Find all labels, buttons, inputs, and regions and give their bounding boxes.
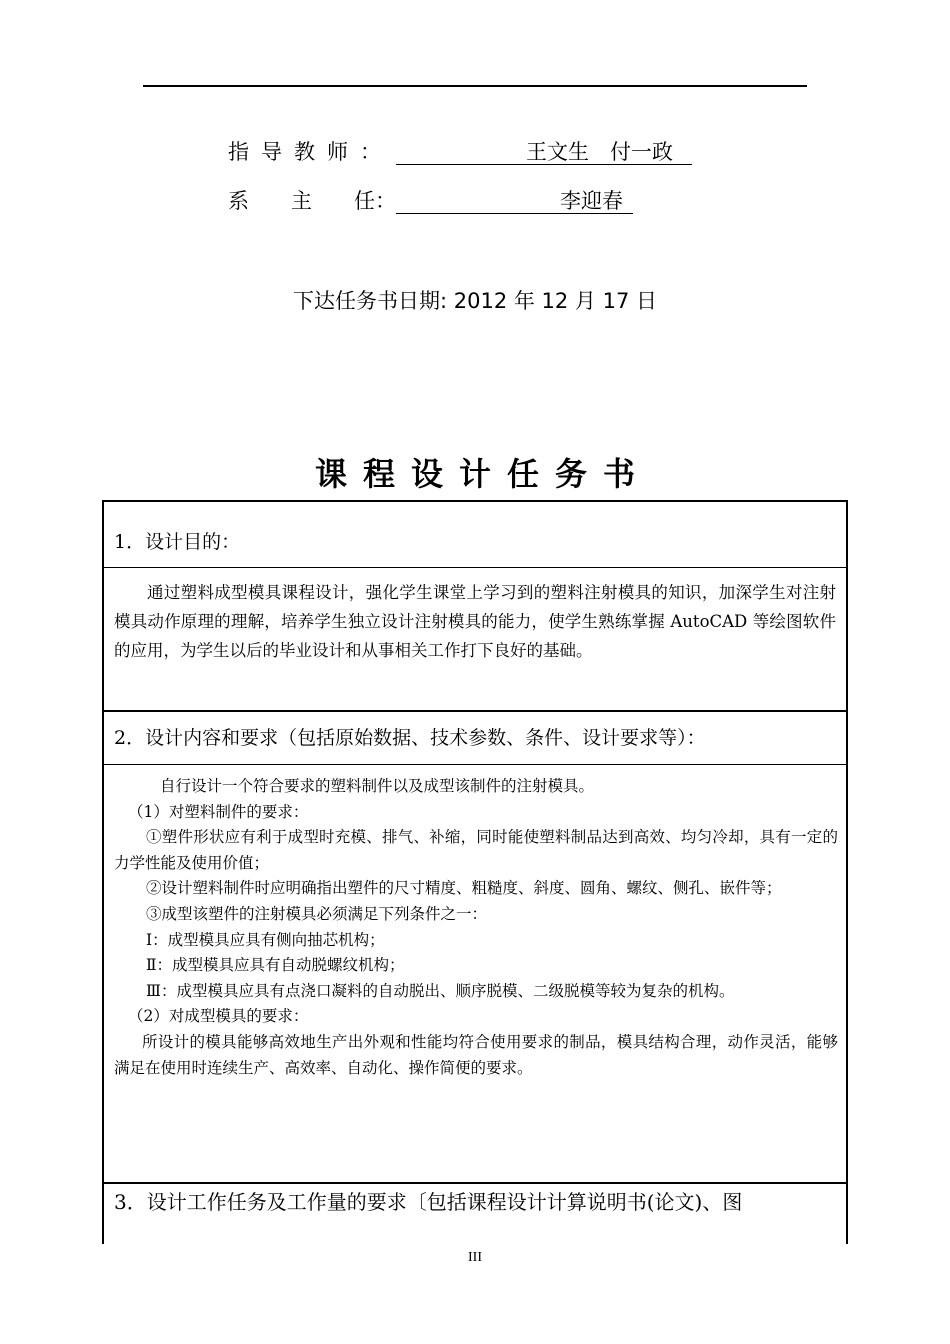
divider bbox=[104, 567, 846, 568]
section-2-line: Ⅰ：成型模具应具有侧向抽芯机构； bbox=[146, 930, 385, 949]
section-2-line: （1）对塑料制件的要求： bbox=[128, 802, 309, 821]
section-2-body bbox=[104, 774, 846, 1081]
section-2-line: 自行设计一个符合要求的塑料制件以及成型该制件的注射模具。 bbox=[160, 777, 595, 795]
section-1-paragraph: 通过塑料成型模具课程设计，强化学生课堂上学习到的塑料注射模具的知识，加深学生对注射模具动作原理的理解，培养学生独立设计注射模具的能力，使学生熟练掌握 AutoCAD 等绘图软件的应用，为学生以后的毕业设计和从事相关工作打下良好的基础。 bbox=[114, 583, 836, 660]
section-2-line: ②设计塑料制件时应明确指出塑件的尺寸精度、粗糙度、斜度、圆角、螺纹、侧孔、嵌件等； bbox=[146, 879, 782, 898]
advisor-label: 指导教师： bbox=[228, 140, 393, 164]
section-2-line: ①塑件形状应有利于成型时充模、排气、补缩，同时能使塑料制品达到高效、均匀冷却，具有一定的力学性能及使用价值； bbox=[114, 828, 838, 872]
section-2-line: ③成型该塑件的注射模具必须满足下列条件之一： bbox=[146, 904, 488, 923]
director-value: 李迎春 bbox=[396, 186, 633, 214]
top-rule bbox=[143, 85, 807, 87]
section-2-line: Ⅲ：成型模具应具有点浇口凝料的自动脱出、顺序脱模、二级脱模等较为复杂的机构。 bbox=[146, 981, 735, 1000]
task-table bbox=[102, 500, 848, 1244]
section-2-header: 2．设计内容和要求（包括原始数据、技术参数、条件、设计要求等）： bbox=[114, 727, 706, 749]
section-1-body bbox=[104, 578, 846, 665]
director-label: 系 主 任： bbox=[228, 189, 396, 213]
issue-date: 下达任务书日期: 2012 年 12 月 17 日 bbox=[292, 289, 657, 313]
advisor-value: 王文生 付一政 bbox=[396, 137, 692, 165]
director-row bbox=[228, 186, 633, 216]
divider bbox=[104, 764, 846, 765]
advisor-row bbox=[228, 137, 692, 167]
divider bbox=[104, 1182, 846, 1184]
section-2-line: 所设计的模具能够高效地生产出外观和性能均符合使用要求的制品，模具结构合理，动作灵活，能够满足在使用时连续生产、高效率、自动化、操作简便的要求。 bbox=[114, 1032, 838, 1077]
section-2-line: （2）对成型模具的要求： bbox=[128, 1007, 309, 1026]
section-1-header: 1．设计目的： bbox=[114, 531, 241, 553]
page-number: III bbox=[468, 1250, 482, 1265]
section-2-line: Ⅱ：成型模具应具有自动脱螺纹机构； bbox=[146, 956, 405, 975]
section-3-header: 3．设计工作任务及工作量的要求〔包括课程设计计算说明书(论文)、图 bbox=[114, 1190, 743, 1214]
divider bbox=[104, 710, 846, 712]
document-title: 课程设计任务书 bbox=[314, 455, 651, 493]
